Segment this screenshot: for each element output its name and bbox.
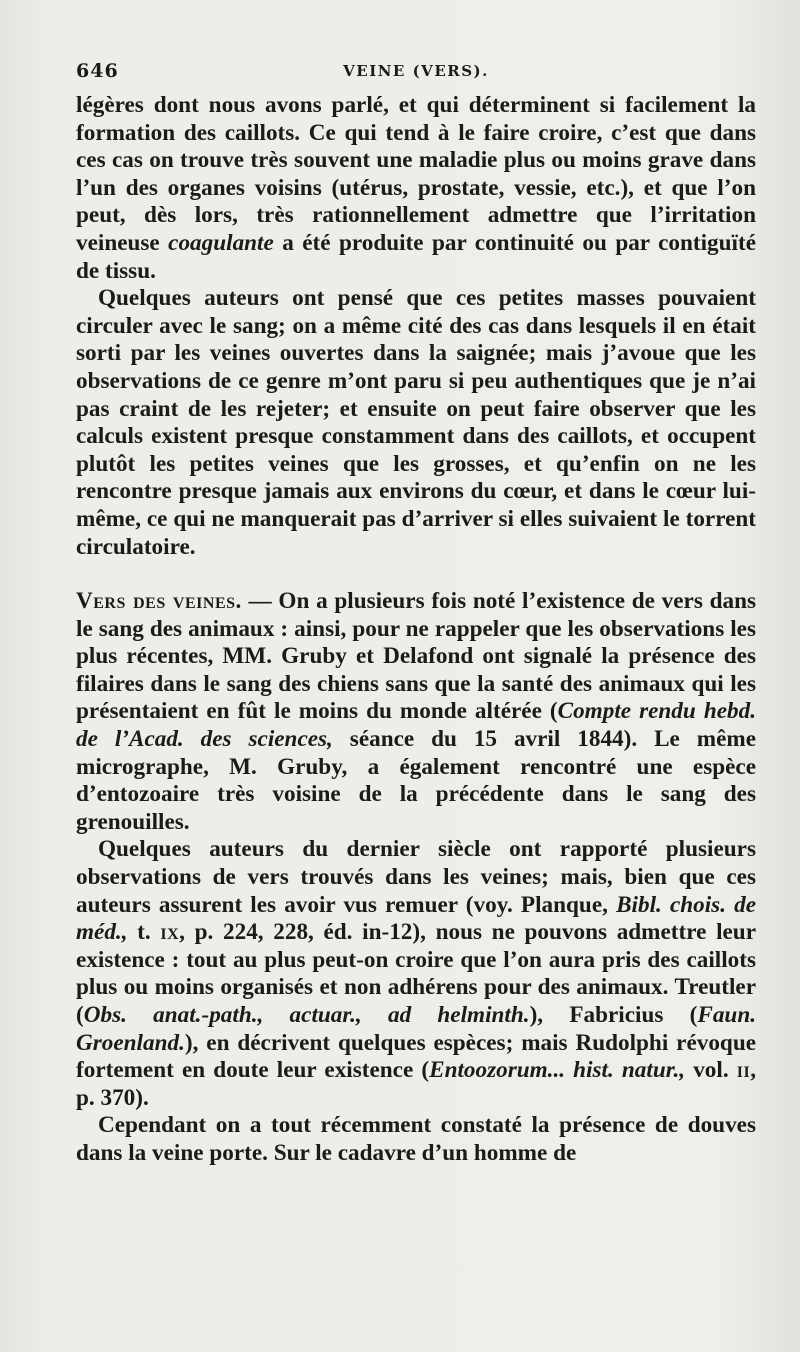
running-title: VEINE (VERS). <box>343 62 489 80</box>
page-header <box>76 52 756 92</box>
paragraph-2: Quelques auteurs ont pensé que ces petites masses pouvaient circuler avec le sang; on a même cité des cas dans lesquels il en était sorti par les veines ouvertes dans la saignée; mais j’avoue que les observations de ce genre m’ont paru si peu authentiques que je n’ai pas craint de les rejeter; et ensuite on peut faire observer que les calculs existent presque constamment dans des caillots, et occupent plutôt les petites veines que les grosses, et qu’enfin on ne les rencontre presque jamais aux environs du cœur, et dans le cœur lui-même, ce qui ne manquerait pas d’arriver si elles suivaient le torrent circulatoire. <box>76 285 756 560</box>
section-gap <box>76 561 756 588</box>
paragraph-5: Cependant on a tout récemment constaté la présence de douves dans la veine porte. Sur le cadavre d’un homme de <box>76 1112 756 1166</box>
paragraph-1: légères dont nous avons parlé, et qui déterminent si facilement la formation des caillots. Ce qui tend à le faire croire, c’est que dans ces cas on trouve très souvent une maladie plus ou moins grave dans l’un des organes voisins (utérus, prostate, vessie, etc.), et que l’on peut, dès lors, très rationnellement admettre que l’irritation veineuse coagulante a été produite par continuité ou par contiguïté de tissu. <box>76 92 756 284</box>
body-text <box>76 92 756 1168</box>
page-number: 646 <box>76 60 119 82</box>
section-heading: Vers des veines. <box>76 588 242 615</box>
paragraph-4: Quelques auteurs du dernier siècle ont rapporté plusieurs observations de vers trouvés dans les veines; mais, bien que ces auteurs assurent les avoir vus remuer (voy. Planque, Bibl. chois. de méd., t. ix, p. 224, 228, éd. in-12), nous ne pouvons admettre leur existence : tout au plus peut-on croire que l’on aura pris des caillots plus ou moins organisés et non adhérens pour des animaux. Treutler (Obs. anat.-path., actuar., ad helminth.), Fabricius (Faun. Groenland.), en décrivent quelques espèces; mais Rudolphi révoque fortement en doute leur existence (Entoozorum... hist. natur., vol. ii, p. 370). <box>76 836 757 1111</box>
paragraph-3: Vers des veines. — On a plusieurs fois noté l’existence de vers dans le sang des animaux : ainsi, pour ne rappeler que les observations les plus récentes, MM. Gruby et Delafond ont signalé la présence des filaires dans le sang des chiens sans que la santé des animaux qui les présentaient en fût le moins du monde altérée (Compte rendu hebd. de l’Acad. des sciences, séance du 15 avril 1844). Le même micrographe, M. Gruby, a également rencontré une espèce d’entozoaire très voisine de la précédente dans le sang des grenouilles. <box>76 588 756 835</box>
